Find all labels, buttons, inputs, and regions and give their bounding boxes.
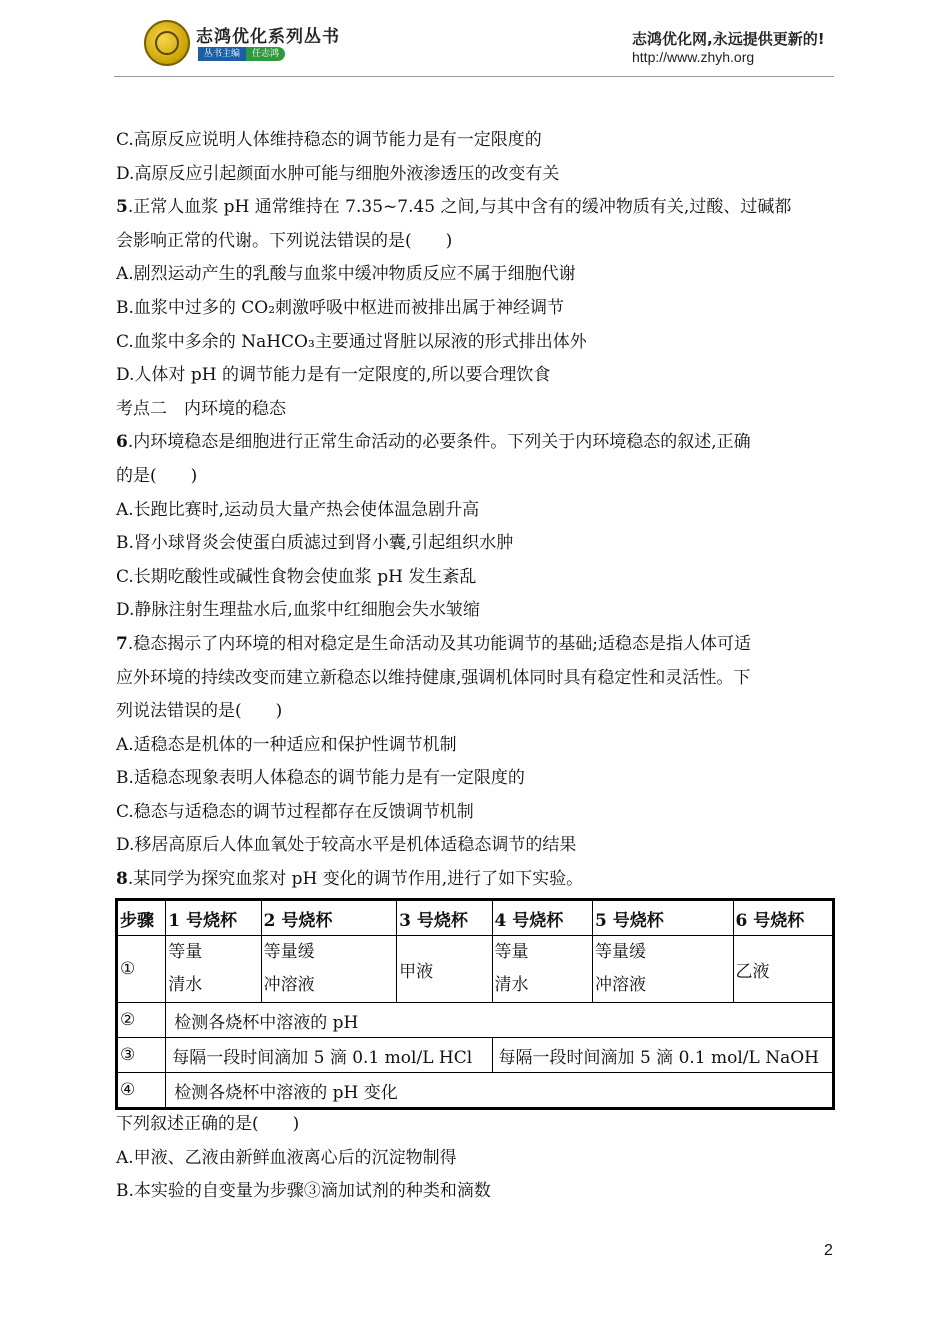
option-d: D.静脉注射生理盐水后,血浆中红细胞会失水皱缩	[116, 600, 480, 621]
option-a: A.甲液、乙液由新鲜血液离心后的沉淀物制得	[116, 1147, 457, 1168]
editor-label: 丛书主编	[198, 47, 246, 61]
table-cell: 等量缓 冲溶液	[261, 936, 397, 1003]
step-cell: ②	[117, 1003, 166, 1038]
text-line: 会影响正常的代谢。下列说法错误的是( )	[116, 230, 453, 251]
text-line: C.高原反应说明人体维持稳态的调节能力是有一定限度的	[116, 130, 542, 150]
table-row	[117, 1038, 834, 1073]
question-8-options	[116, 1108, 838, 1209]
text-line: D.高原反应引起颜面水肿可能与细胞外液渗透压的改变有关	[116, 163, 560, 184]
option-d: D.移居高原后人体血氧处于较高水平是机体适稳态调节的结果	[116, 835, 577, 856]
table-row	[117, 936, 834, 1003]
option-d: D.人体对 pH 的调节能力是有一定限度的,所以要合理饮食	[116, 365, 551, 386]
table-cell: 甲液	[397, 936, 492, 1003]
page-header	[0, 0, 950, 80]
table-cell: 乙液	[733, 936, 833, 1003]
text-line: 的是( )	[116, 465, 198, 486]
option-c: C.长期吃酸性或碱性食物会使血浆 pH 发生紊乱	[116, 566, 477, 587]
header-slogan: 志鸿优化网,永远提供更新的!	[632, 30, 825, 48]
option-a: A.剧烈运动产生的乳酸与血浆中缓冲物质反应不属于细胞代谢	[116, 264, 576, 285]
table-row	[117, 1003, 834, 1038]
editor-name: 任志鸿	[246, 47, 285, 61]
table-header-cell: 3 号烧杯	[397, 900, 492, 936]
option-a: A.长跑比赛时,运动员大量产热会使体温急剧升高	[116, 499, 480, 520]
section-heading: 考点二 内环境的稳态	[116, 398, 286, 419]
option-b: B.肾小球肾炎会使蛋白质滤过到肾小囊,引起组织水肿	[116, 533, 514, 554]
table-header-cell: 6 号烧杯	[733, 900, 833, 936]
table-header-cell: 5 号烧杯	[592, 900, 733, 936]
publisher-logo-icon	[144, 20, 190, 66]
editor-badge	[198, 47, 285, 61]
table-row	[117, 1073, 834, 1109]
option-c: C.稳态与适稳态的调节过程都存在反馈调节机制	[116, 801, 474, 822]
header-divider	[114, 76, 834, 77]
option-b: B.本实验的自变量为步骤③滴加试剂的种类和滴数	[116, 1181, 491, 1202]
step-cell: ④	[117, 1073, 166, 1109]
header-url[interactable]: http://www.zhyh.org	[632, 49, 755, 65]
series-title: 志鸿优化系列丛书	[196, 27, 340, 47]
table-header-cell: 1 号烧杯	[166, 900, 261, 936]
question-6-stem: 6.内环境稳态是细胞进行正常生命活动的必要条件。下列关于内环境稳态的叙述,正确	[116, 432, 751, 453]
table-header-row	[117, 900, 834, 936]
step-cell: ①	[117, 936, 166, 1003]
question-5-stem: 5.正常人血浆 pH 通常维持在 7.35~7.45 之间,与其中含有的缓冲物质有关,过酸、过碱都	[116, 197, 792, 218]
option-b: B.适稳态现象表明人体稳态的调节能力是有一定限度的	[116, 768, 525, 789]
table-cell: 每隔一段时间滴加 5 滴 0.1 mol/L HCl	[166, 1038, 492, 1073]
option-c: C.血浆中多余的 NaHCO₃主要通过肾脏以尿液的形式排出体外	[116, 331, 587, 352]
text-line: 应外环境的持续改变而建立新稳态以维持健康,强调机体同时具有稳定性和灵活性。下	[116, 667, 751, 688]
question-7-stem: 7.稳态揭示了内环境的相对稳定是生命活动及其功能调节的基础;适稳态是指人体可适	[116, 633, 751, 654]
option-b: B.血浆中过多的 CO₂刺激呼吸中枢进而被排出属于神经调节	[116, 297, 565, 318]
table-header-cell: 步骤	[117, 900, 166, 936]
question-content	[116, 124, 838, 897]
table-cell: 等量缓 冲溶液	[592, 936, 733, 1003]
option-a: A.适稳态是机体的一种适应和保护性调节机制	[116, 734, 457, 755]
text-line: 列说法错误的是( )	[116, 701, 283, 722]
page-number: 2	[824, 1242, 833, 1259]
text-line: 下列叙述正确的是( )	[116, 1114, 300, 1134]
table-cell: 每隔一段时间滴加 5 滴 0.1 mol/L NaOH	[492, 1038, 833, 1073]
table-cell: 等量 清水	[492, 936, 592, 1003]
step-cell: ③	[117, 1038, 166, 1073]
question-8-stem: 8.某同学为探究血浆对 pH 变化的调节作用,进行了如下实验。	[116, 869, 584, 890]
table-header-cell: 4 号烧杯	[492, 900, 592, 936]
table-cell: 检测各烧杯中溶液的 pH 变化	[166, 1073, 834, 1109]
table-header-cell: 2 号烧杯	[261, 900, 397, 936]
table-cell: 检测各烧杯中溶液的 pH	[166, 1003, 834, 1038]
table-cell: 等量 清水	[166, 936, 261, 1003]
experiment-table	[115, 898, 835, 1110]
